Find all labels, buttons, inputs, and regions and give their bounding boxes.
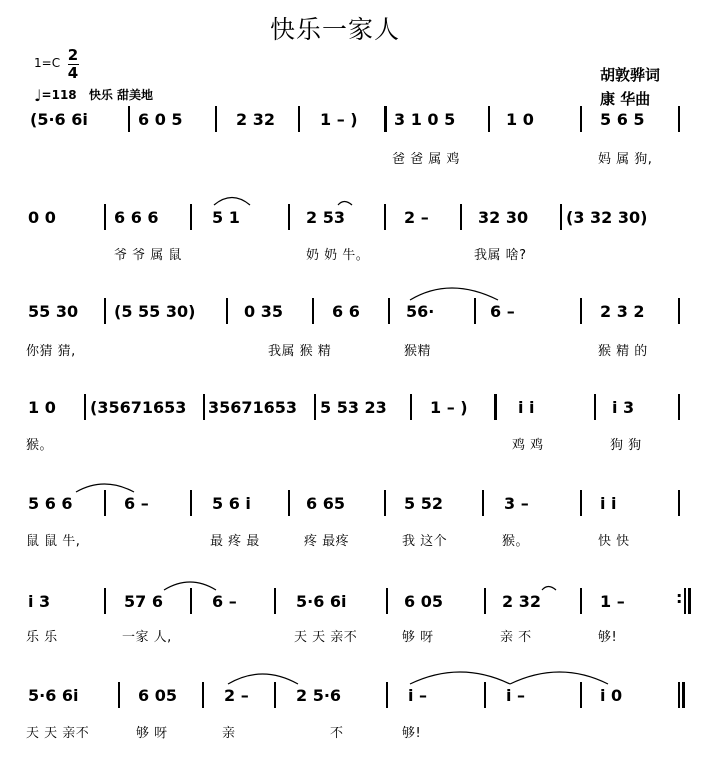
repeat-barline xyxy=(688,588,691,614)
barline xyxy=(128,106,130,132)
measure: 5·6 6i xyxy=(296,592,347,611)
repeat-barline xyxy=(384,106,387,132)
barline xyxy=(488,106,490,132)
barline xyxy=(484,682,486,708)
repeat-barline xyxy=(494,394,497,420)
lyric: 够! xyxy=(402,726,422,741)
barline xyxy=(386,588,388,614)
final-barline xyxy=(682,682,685,708)
time-signature-bottom: 4 xyxy=(67,64,79,82)
lyric: 我属 猴 精 xyxy=(268,344,332,359)
barline xyxy=(678,298,680,324)
measure: 1 0 xyxy=(28,398,56,417)
lyric: 乐 乐 xyxy=(26,630,58,645)
barline xyxy=(190,490,192,516)
barline xyxy=(580,490,582,516)
lyric: 猴精 xyxy=(404,344,432,359)
measure: 5 6 i xyxy=(212,494,251,513)
measure: i 0 xyxy=(600,686,623,705)
lyric: 狗 狗 xyxy=(610,438,642,453)
measure: i – xyxy=(506,686,526,705)
slur-arc xyxy=(510,672,608,684)
measure: 32 30 xyxy=(478,208,529,227)
barline xyxy=(678,106,680,132)
measure: i i xyxy=(518,398,535,417)
slur-arc xyxy=(410,672,510,684)
barline xyxy=(104,588,106,614)
slur-arc xyxy=(214,198,250,206)
measure: 56· xyxy=(406,302,435,321)
lyric: 奶 奶 牛。 xyxy=(306,248,370,263)
measure: 5·6 6i xyxy=(28,686,79,705)
measure: 2 5·6 xyxy=(296,686,342,705)
barline xyxy=(84,394,86,420)
lyric: 你猜 猜, xyxy=(26,344,76,359)
barline xyxy=(298,106,300,132)
barline xyxy=(580,682,582,708)
barline xyxy=(684,588,686,614)
measure: 35671653 xyxy=(208,398,298,417)
barline xyxy=(215,106,217,132)
barline xyxy=(202,682,204,708)
lyric: 亲 不 xyxy=(500,630,532,645)
measure: (3 32 30) xyxy=(566,208,648,227)
measure: 1 – ) xyxy=(320,110,358,129)
barline xyxy=(678,394,680,420)
lyric: 最 疼 最 xyxy=(210,534,260,549)
measure: 5 53 23 xyxy=(320,398,387,417)
slur-arc xyxy=(542,587,556,591)
measure: 5 6 5 xyxy=(600,110,645,129)
measure: 2 3 2 xyxy=(600,302,645,321)
barline xyxy=(482,490,484,516)
barline xyxy=(388,298,390,324)
lyric: 够 呀 xyxy=(136,726,168,741)
lyric: 猴。 xyxy=(502,534,530,549)
barline xyxy=(288,204,290,230)
measure: 6 05 xyxy=(404,592,443,611)
repeat-dots: : xyxy=(676,588,683,607)
barline xyxy=(560,204,562,230)
barline xyxy=(580,588,582,614)
quarter-note-icon: ♩ xyxy=(34,86,42,105)
expression-marking: 快乐 甜美地 xyxy=(88,88,154,102)
lyric: 猴。 xyxy=(26,438,54,453)
measure: 6 – xyxy=(212,592,237,611)
barline xyxy=(118,682,120,708)
slur-arc xyxy=(338,202,352,206)
measure: 6 6 6 xyxy=(114,208,159,227)
measure: 3 1 0 5 xyxy=(394,110,456,129)
barline xyxy=(484,588,486,614)
slur-arc xyxy=(410,288,498,300)
barline xyxy=(384,204,386,230)
measure: 2 32 xyxy=(236,110,275,129)
barline xyxy=(203,394,205,420)
measure: 2 – xyxy=(404,208,429,227)
measure: i – xyxy=(408,686,428,705)
barline xyxy=(104,490,106,516)
measure: 5 1 xyxy=(212,208,240,227)
measure: (35671653 xyxy=(90,398,187,417)
measure: 1 – xyxy=(600,592,625,611)
lyric: 天 天 亲不 xyxy=(294,630,358,645)
barline xyxy=(594,394,596,420)
lyric: 我属 啥? xyxy=(474,248,527,263)
barline xyxy=(678,682,680,708)
tempo-value: =118 xyxy=(41,88,77,102)
measure: 57 6 xyxy=(124,592,163,611)
measure: 6 0 5 xyxy=(138,110,183,129)
measure: 5 52 xyxy=(404,494,443,513)
lyric: 爸 爸 属 鸡 xyxy=(392,152,460,167)
measure: 5 6 6 xyxy=(28,494,73,513)
measure: 6 05 xyxy=(138,686,177,705)
time-signature xyxy=(66,47,80,82)
lyric: 天 天 亲不 xyxy=(26,726,90,741)
barline xyxy=(104,204,106,230)
barline xyxy=(104,298,106,324)
barline xyxy=(410,394,412,420)
measure: 2 53 xyxy=(306,208,345,227)
song-title: 快乐一家人 xyxy=(270,15,401,44)
measure: (5·6 6i xyxy=(30,110,88,129)
measure: i 3 xyxy=(28,592,51,611)
measure: 0 0 xyxy=(28,208,56,227)
tempo-marking xyxy=(34,84,153,103)
time-signature-top: 2 xyxy=(67,46,79,64)
measure: 6 – xyxy=(490,302,515,321)
measure: 6 6 xyxy=(332,302,360,321)
barline xyxy=(274,588,276,614)
lyric: 够! xyxy=(598,630,618,645)
barline xyxy=(274,682,276,708)
lyric: 鼠 鼠 牛, xyxy=(26,534,81,549)
measure: 0 35 xyxy=(244,302,283,321)
lyricist-credit: 胡敦骅词 xyxy=(600,66,661,84)
lyric: 够 呀 xyxy=(402,630,434,645)
lyric: 一家 人, xyxy=(122,630,172,645)
barline xyxy=(384,490,386,516)
lyric: 亲 xyxy=(222,726,236,741)
measure: 3 – xyxy=(504,494,529,513)
lyric: 快 快 xyxy=(598,534,630,549)
barline xyxy=(386,682,388,708)
lyric: 我 这个 xyxy=(402,534,448,549)
measure: i 3 xyxy=(612,398,635,417)
barline xyxy=(288,490,290,516)
measure: 1 – ) xyxy=(430,398,468,417)
measure: 55 30 xyxy=(28,302,79,321)
measure: i i xyxy=(600,494,617,513)
lyric: 疼 最疼 xyxy=(304,534,350,549)
lyric: 不 xyxy=(330,726,344,741)
barline xyxy=(314,394,316,420)
barline xyxy=(190,204,192,230)
measure: 6 65 xyxy=(306,494,345,513)
barline xyxy=(460,204,462,230)
lyric: 爷 爷 属 鼠 xyxy=(114,248,182,263)
measure: 2 – xyxy=(224,686,249,705)
lyric: 鸡 鸡 xyxy=(512,438,544,453)
measure: (5 55 30) xyxy=(114,302,196,321)
composer-credit: 康 华曲 xyxy=(600,90,651,108)
measure: 6 – xyxy=(124,494,149,513)
measure: 1 0 xyxy=(506,110,534,129)
barline xyxy=(312,298,314,324)
slur-arc xyxy=(228,674,298,684)
barline xyxy=(678,490,680,516)
barline xyxy=(580,106,582,132)
barline xyxy=(474,298,476,324)
barline xyxy=(580,298,582,324)
barline xyxy=(190,588,192,614)
lyric: 猴 精 的 xyxy=(598,344,648,359)
lyric: 妈 属 狗, xyxy=(598,152,653,167)
measure: 2 32 xyxy=(502,592,541,611)
key-signature: 1=C xyxy=(34,56,61,70)
barline xyxy=(226,298,228,324)
